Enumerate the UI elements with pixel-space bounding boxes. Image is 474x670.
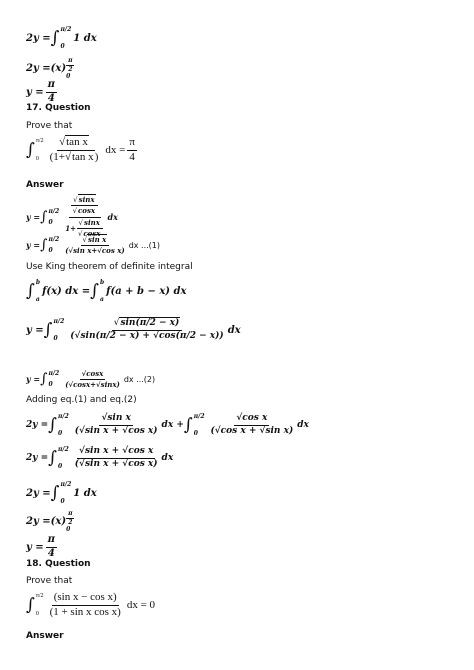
sum-step-1: 2y = ∫ π/2 0 $\frac{\text{√sin x}}{\text{(√sin x + √cos x)}}$ dx + ∫ π/2 0 $\frac{\text{√cos x}}{\text{(√cos x + √sin x)}}$ dx xyxy=(26,413,309,437)
sum-step-4: 2y = (x) $\frac{\pi}{2}$ 0 xyxy=(26,510,73,533)
prove-that-label-18: Prove that xyxy=(26,576,73,586)
eq-top-2: 2y = (x) $\frac{\pi}{2}$ 0 xyxy=(26,57,73,80)
prove-that-label: Prove that xyxy=(26,121,73,131)
answer-step-2: y = ∫ π/2 0 √ $\frac{\text{sin x}}{\text{(√sin x+√cos x)}}$ dx ...(1) xyxy=(26,236,160,255)
sum-step-2: 2y = ∫ π/2 0 $\frac{\text{√sin x + √cos x}}{\text{(√sin x + √cos x)}}$ dx xyxy=(26,446,174,470)
king-theorem-formula: ∫ b a f(x) dx = ∫ b a f(a + b − x) dx xyxy=(26,279,187,303)
eq-body: 1 dx xyxy=(73,32,97,44)
question-18-title: 18. Question xyxy=(26,559,91,569)
eq-lhs: 2y = xyxy=(26,32,51,44)
question-17-title: 17. Question xyxy=(26,103,91,113)
eq-top-3: y = $\frac{\pi}{4}$ xyxy=(26,79,55,104)
sum-step-3: 2y = ∫ π/2 0 1 dx xyxy=(26,481,97,505)
q17-statement: ∫ π/2 0 √ $\frac{\text{tan x}}{\text{(1+√ tan x)}}$ dx = $\frac{\pi}{4}$ xyxy=(26,137,139,163)
integral-sign: ∫ π/2 0 xyxy=(50,26,72,50)
answer-step-1: y = ∫ π/2 0 √ sinx √ cosx 1+ √ sinx √ cosx dx xyxy=(26,196,118,238)
answer-label: Answer xyxy=(26,180,64,190)
answer-step-3: y = ∫ π/2 0 √ $\frac{\sin(\pi/2 - x)}{(√\sin(\pi/2 - x) + √\cos(\pi/2 - x))}$ dx xyxy=(26,318,241,342)
adding-text: Adding eq.(1) and eq.(2) xyxy=(26,395,137,405)
king-theorem-text: Use King theorem of definite integral xyxy=(26,262,193,272)
answer-label-18: Answer xyxy=(26,631,64,641)
q18-statement: ∫ π/2 0 $\frac{\text{(sin x − cos x)}}{\text{(1 + sin x cos x)}}$ dx = 0 xyxy=(26,591,156,618)
sum-step-5: y = $\frac{\pi}{4}$ xyxy=(26,534,55,559)
answer-step-4: y = ∫ π/2 0 $\frac{√\cos x}{(√\cos x+√\sin x)}$ dx ...(2) xyxy=(26,369,156,389)
eq-top-1 xyxy=(26,26,97,50)
